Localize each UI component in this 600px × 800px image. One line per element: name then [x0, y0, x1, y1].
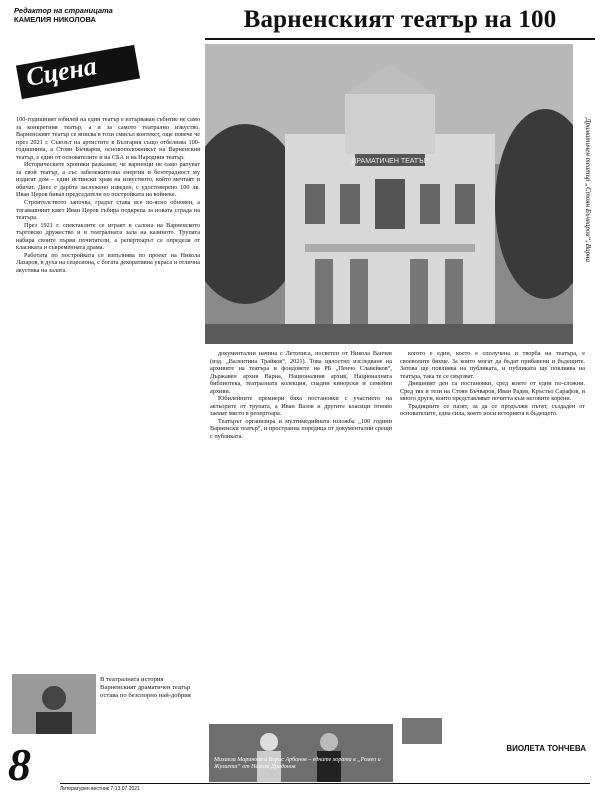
article-paragraph: Традициите се пазят, за да се продължи пътят, създаден от основателите, една сила, която носи историята в бъдещето.	[400, 402, 585, 418]
article-paragraph: Театърът организира и мултимедийната изложба „100 години Варненски театър“, и пространна поредица от документални срещи с публиката.	[210, 417, 392, 441]
editor-credit	[14, 6, 134, 24]
article-paragraph: Историческите хроники разказват, че варненци не само рапуват за свой театър, а със забележителна енергия и безотрадност му издигат дом – един истински храм на изкуството, който мечтаят и обичат. Днес е дарбта заслужено изведен, с удостоверено 100 лв. Иван Церов бивал председатели по постройката на войнеке.	[16, 161, 200, 199]
title-rule	[205, 38, 595, 40]
page-title: Варненският театър на 100	[243, 6, 557, 33]
inset-caption: В театралната история Варненският драматичен театър остава по безспорно най-добрия	[100, 676, 191, 699]
author-byline: ВИОЛЕТА ТОНЧЕВА	[506, 744, 586, 753]
author-photo	[402, 718, 442, 744]
stage-photo-caption: Михаела Маринова и Борис Арбанов – едните хората в „Ромео и Жулиета“ от Никола Драдонов	[214, 757, 381, 770]
article-column-2	[210, 350, 392, 722]
article-paragraph: Работата по постройката се изпълнява по проект на Никола Лазаров, в духа на сецесиона, с богата декоративна украса и отлична акустика на залата.	[16, 251, 200, 274]
stage-photo	[209, 724, 393, 782]
portrait-photo	[12, 674, 96, 734]
stage-image	[209, 724, 393, 782]
article-column-3	[400, 350, 585, 722]
section-tag-label: Сцена	[23, 51, 99, 92]
editor-name: КАМЕЛИЯ НИКОЛОВА	[14, 15, 96, 24]
article-paragraph: Строителството започва, градът става все по-ясно обновен, а тогавашният кмет Иван Церов събира подкрепа за новата сграда на театъра.	[16, 199, 200, 222]
building-sign: ДРАМАТИЧЕН ТЕАТЪР	[351, 158, 429, 165]
portrait-image	[12, 674, 96, 734]
theatre-building-image	[205, 44, 573, 344]
article-paragraph: През 1921 г. спектаклите се играят в салона на Варненското търговско дружество и в театралната зала на казиното. Трупата набира своите първи почитатели, а репертоарът се определя от класиката и съвременната драма.	[16, 221, 200, 252]
footer-rule	[60, 783, 590, 784]
article-paragraph: документални начина с Летописа, посветен от Никола Ванчев (изд. „Валентина Трайков“, 2021). Това цялостно изследване на архивите на театъра и фондовете на РБ „Пенчо Славейков“, Държавен архив Варна, Националния архив, Националната библиотека, театралната колекция, спадни кинорски и семейни архиви.	[210, 350, 392, 395]
section-tag	[8, 51, 148, 107]
article-column-1	[16, 116, 200, 672]
article-paragraph: Юбилейните премиери бяха постановки с участието на актьорите от трупата, а Иван Вазов и другите класици отново заемат място в репертоара.	[210, 395, 392, 418]
article-paragraph: Днешният ден са постановки, сред които от едни по-сложни. Сред тях и тези на Стоян Бъчваров, Иван Радев, Кръстьо Сарафов, и много други, които представляват почитта към неговите корени.	[400, 380, 585, 403]
theatre-photo	[205, 44, 573, 344]
photo-credit	[578, 46, 592, 342]
photo-credit-text: Драматичен театър „Стоян Бъчваров“, Варна	[584, 117, 592, 263]
page-number: 8	[8, 739, 31, 790]
article-paragraph: когото е един, което е сполучена и творба на театъра, е своеволите бяхме. За които могат да бъдат прибавени и бъдещите. Затова ще повлиява на публиката, и публиката ще повлиява на театъра, така те се свързват.	[400, 350, 585, 380]
article-lead: 100-годишният юбилей на един театър е изтърваван събитие не само за конкретния театър, а и за самото театрално изкуство. Варненският театър се вписва в този смисъл контекст, още повече че през 2021 г. Съюзът на артистите в България също отбелязва 100-годишнина, а Стоян Бъчваров, основоположникът на Варненския театър, е един от основателите и на СБА и на Народния театър.	[16, 116, 200, 161]
footer-text: Литературен вестник 7-13.07.2021	[60, 786, 140, 792]
editor-role: Редактор на страницата	[14, 6, 113, 15]
